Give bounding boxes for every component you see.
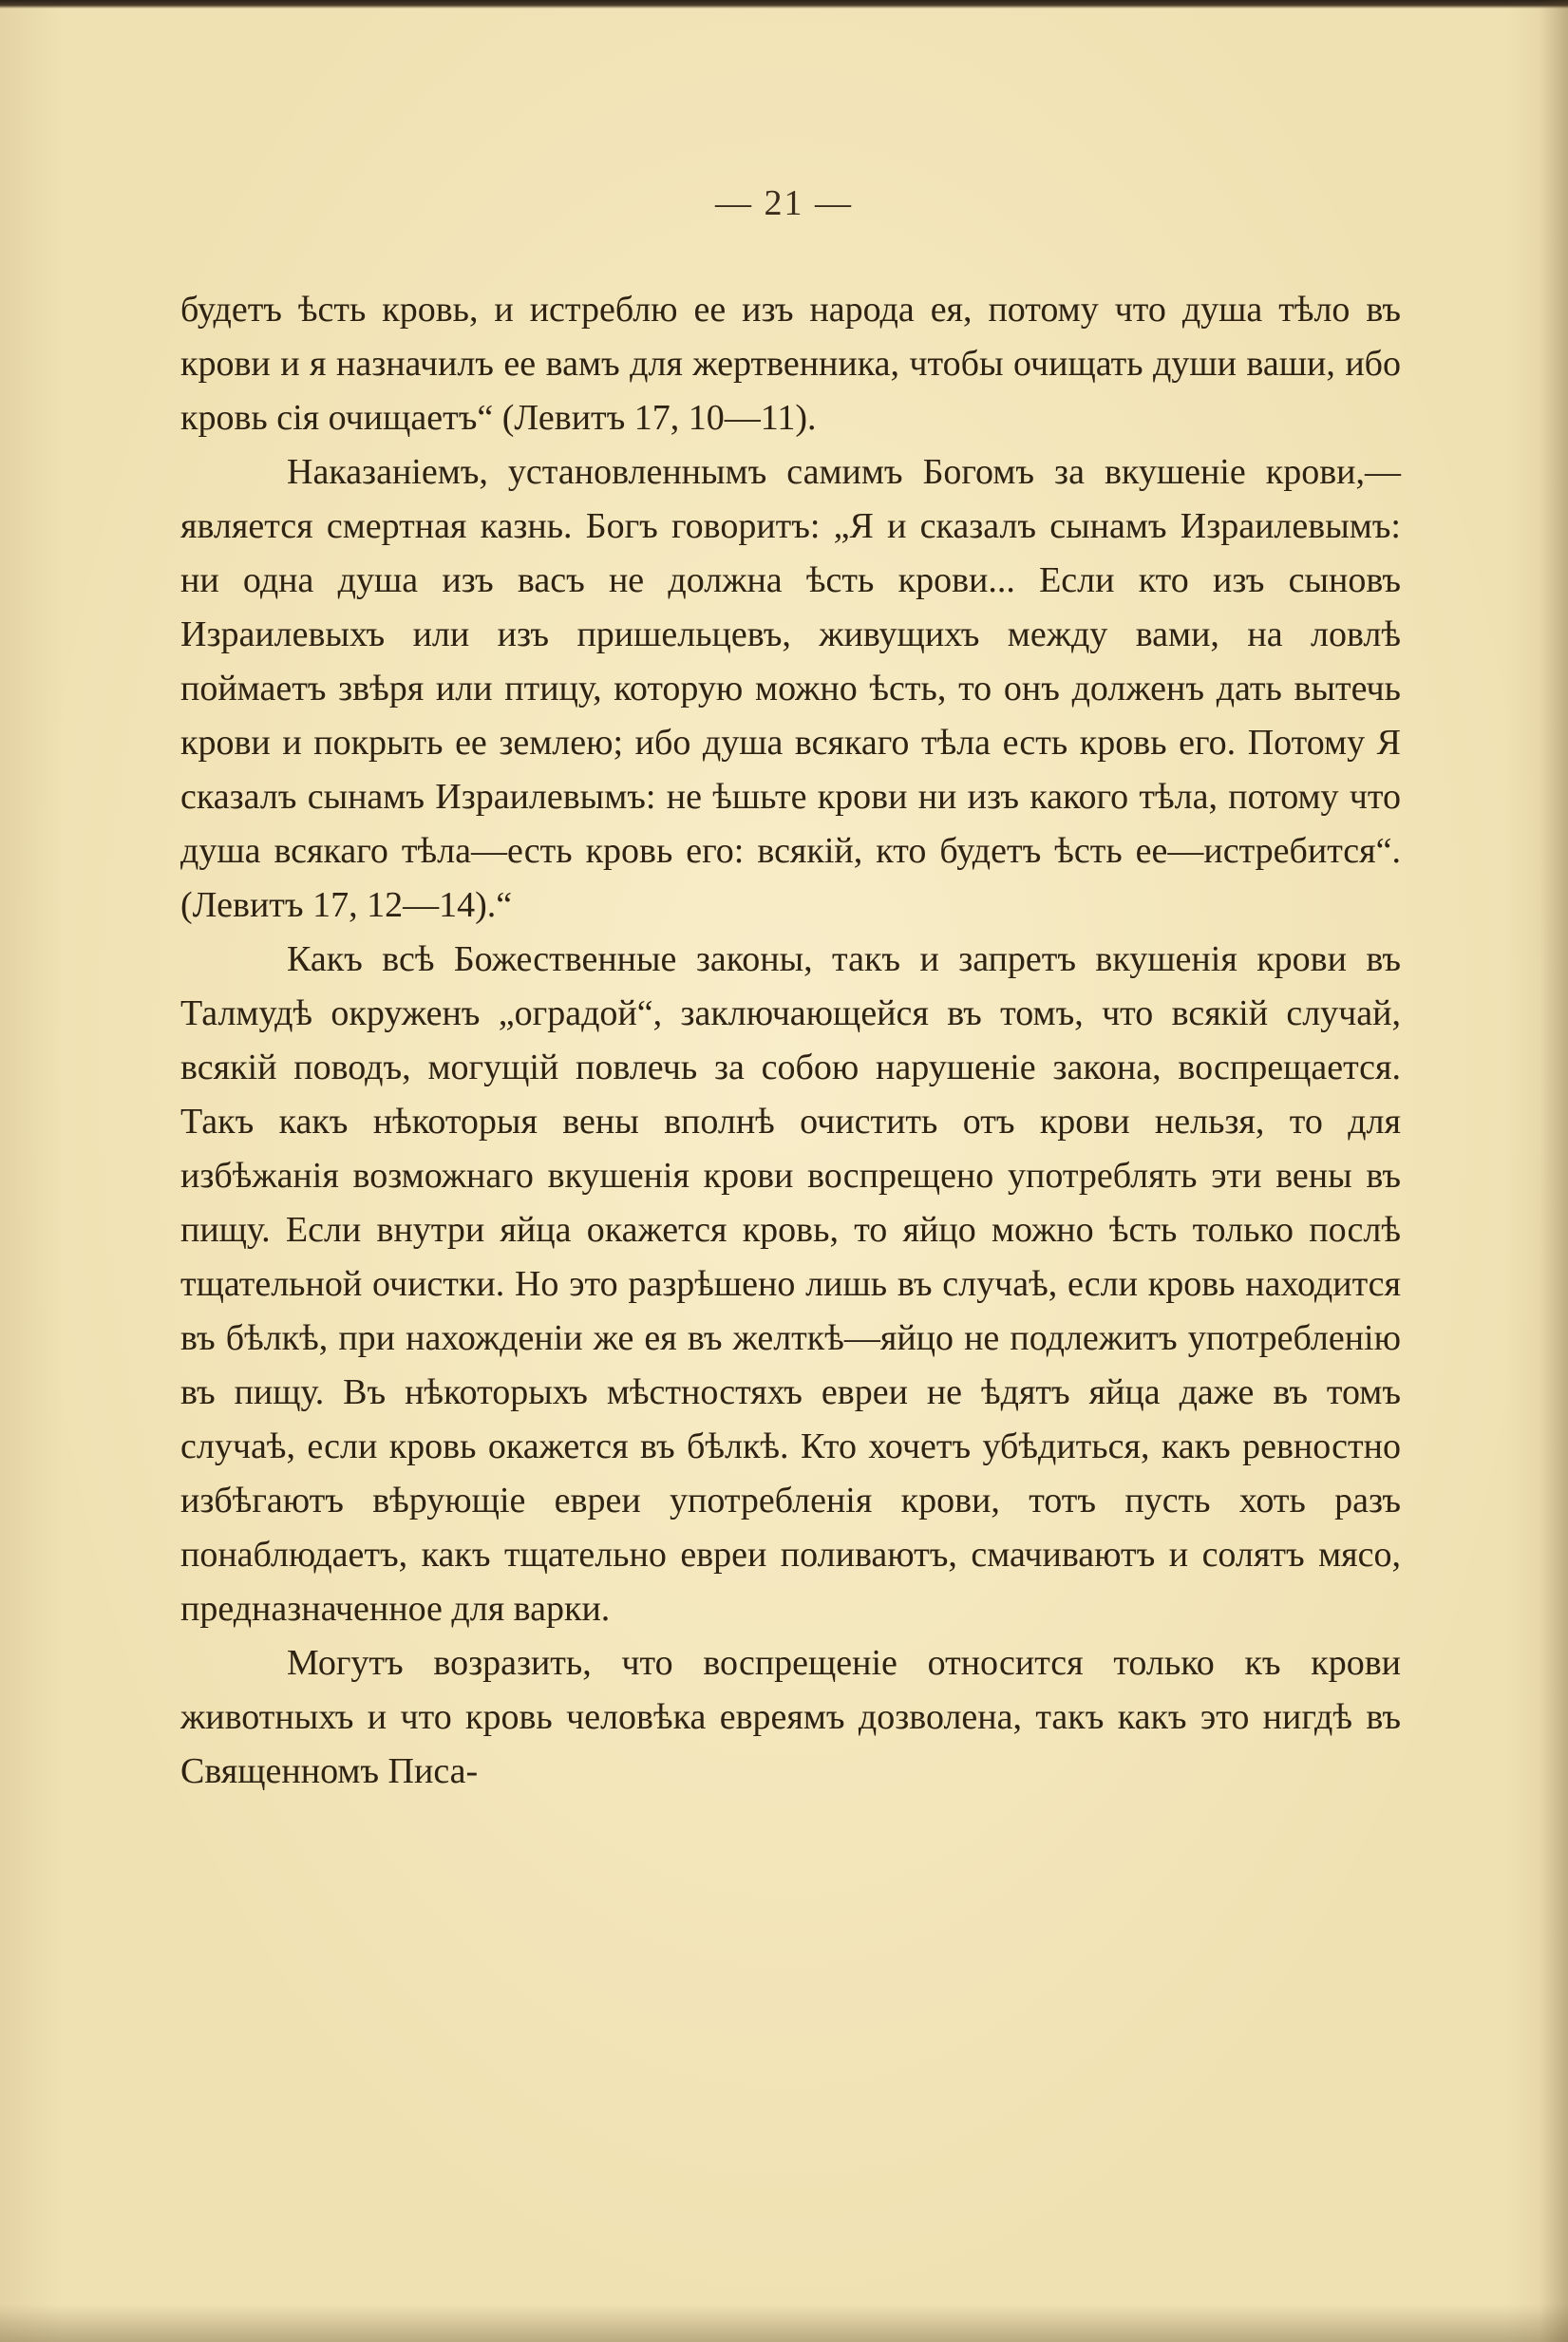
page-edge-shadow bbox=[1540, 0, 1568, 2342]
paragraph-4: Могутъ возразить, что воспрещеніе относится только къ крови животныхъ и что кровь человѣка евреямъ дозволена, такъ какъ это нигдѣ въ Священномъ Писа- bbox=[180, 1643, 1401, 1791]
paragraph-3: Какъ всѣ Божественные законы, такъ и запретъ вкушенія крови въ Талмудѣ окруженъ „оградой“, заключающейся въ томъ, что всякій случай, всякій поводъ, могущій повлечь за собою нарушеніе закона, воспрещается. Такъ какъ нѣкоторыя вены вполнѣ очистить отъ крови нельзя, то для избѣжанія возможнаго вкушенія крови воспрещено употреблять эти вены въ пищу. Если внутри яйца окажется кровь, то яйцо можно ѣсть только послѣ тщательной очистки. Но это разрѣшено лишь въ случаѣ, если кровь находится въ бѣлкѣ, при нахожденіи же ея въ желткѣ—яйцо не подлежитъ употребленію въ пищу. Въ нѣкоторыхъ мѣстностяхъ евреи не ѣдятъ яйца даже въ томъ случаѣ, если кровь окажется въ бѣлкѣ. Кто хочетъ убѣдиться, какъ ревностно избѣгаютъ вѣрующіе евреи употребленія крови, тотъ пусть хоть разъ понаблюдаетъ, какъ тщательно евреи поливаютъ, смачиваютъ и солятъ мясо, предназначенное для варки. bbox=[180, 939, 1401, 1629]
paragraph-2: Наказаніемъ, установленнымъ самимъ Богомъ за вкушеніе крови,—является смертная казнь. Богъ говоритъ: „Я и сказалъ сынамъ Израилевымъ: ни одна душа изъ васъ не должна ѣсть крови... Если кто изъ сыновъ Израилевыхъ или изъ пришельцевъ, живущихъ между вами, на ловлѣ поймаетъ звѣря или птицу, которую можно ѣсть, то онъ долженъ дать вытечь крови и покрыть ее землею; ибо душа всякаго тѣла есть кровь его. Потому Я сказалъ сынамъ Израилевымъ: не ѣшьте крови ни изъ какого тѣла, потому что душа всякаго тѣла—есть кровь его: всякій, кто будетъ ѣсть ее—истребится“. (Левитъ 17, 12—14).“ bbox=[180, 452, 1401, 925]
body-text bbox=[180, 283, 1401, 1799]
paragraph-1: будетъ ѣсть кровь, и истреблю ее изъ народа ея, потому что душа тѣло въ крови и я назначилъ ее вамъ для жертвенника, чтобы очищать души ваши, ибо кровь сія очищаетъ“ (Левитъ 17, 10—11). bbox=[180, 290, 1401, 438]
page-bottom-shadow bbox=[0, 2304, 1568, 2342]
top-border-rule bbox=[0, 0, 1568, 9]
page-number: — 21 — bbox=[715, 183, 853, 223]
